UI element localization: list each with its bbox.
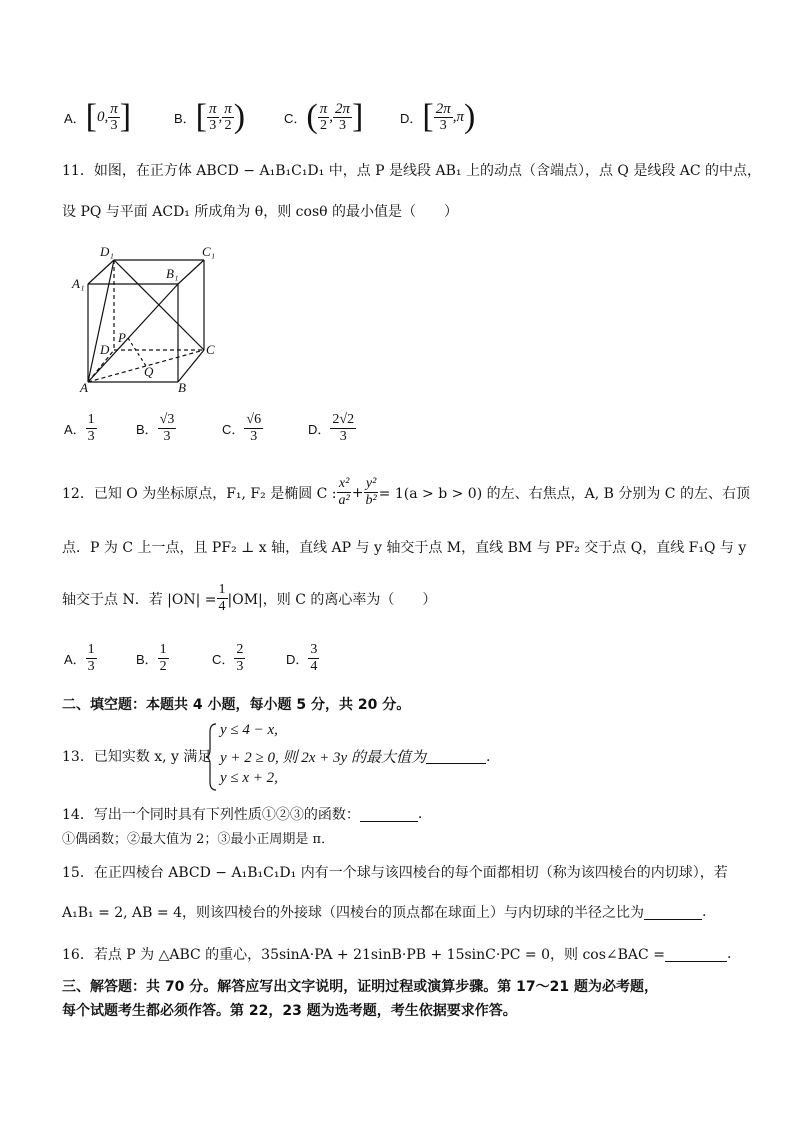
q11-line1: 11．如图，在正方体 ABCD − A₁B₁C₁D₁ 中，点 P 是线段 AB₁ 上的动点（含端点），点 Q 是线段 AC 的中点，	[62, 163, 762, 179]
q10-option-a: A． [ 0, $\frac{\pi}{3}$ ]	[64, 98, 132, 135]
segment-AB1	[88, 284, 178, 382]
label-A: A	[80, 380, 88, 394]
q10-option-b: B． [ $\frac{\pi}{3}$ , $\frac{\pi}{2}$ )	[174, 98, 246, 135]
label-B1: B₁	[166, 266, 179, 281]
segment-AD1	[88, 260, 114, 382]
edge-BC	[178, 350, 204, 382]
label-C: C	[206, 342, 215, 357]
label-B: B	[178, 380, 186, 394]
label-D: D	[100, 342, 110, 357]
q13-answer-blank[interactable]	[426, 749, 486, 764]
q13-brace	[206, 722, 218, 792]
label-P: P	[118, 330, 126, 345]
q12-line1: 12．已知 O 为坐标原点，F₁, F₂ 是椭圆 C : $\frac{\text{x²}}{\text{a²}}$ + $\frac{\text{y²}}{\text{b²}}$ = 1(a > b > 0) 的左、右焦点，A, B 分别为 C 的左、右顶	[62, 476, 750, 508]
q15-line2: A₁B₁ = 2, AB = 4，则该四棱台的外接球（四棱台的顶点都在球面上）与内切球的半径之比为 .	[62, 904, 707, 921]
q12-option-b: B． $\frac{1}{2}$	[136, 642, 167, 674]
q12-option-d: D． $\frac{3}{4}$	[286, 642, 318, 674]
q11-option-c: C． $\frac{√6}{3}$	[222, 412, 262, 444]
label-A1: A₁	[72, 276, 85, 291]
q11-option-a: A． $\frac{1}{3}$	[64, 412, 95, 444]
q12-line3: 轴交于点 N．若 |ON| = $\frac{1}{4}$ |OM|，则 C 的离心率为（ ）	[62, 582, 437, 614]
q11-option-b: B． $\frac{√3}{3}$	[136, 412, 175, 444]
label-D1: D₁	[100, 244, 114, 259]
q11-option-d: D． $\frac{2√2}{3}$	[308, 412, 355, 444]
q12-line2: 点．P 为 C 上一点，且 PF₂ ⊥ x 轴，直线 AP 与 y 轴交于点 M，直线 BM 与 PF₂ 交于点 Q，直线 F₁Q 与 y	[62, 540, 747, 556]
q12-option-a: A． $\frac{1}{3}$	[64, 642, 95, 674]
q16-line: 16．若点 P 为 △ABC 的重心，35sinA·PA + 21sinB·PB + 15sinC·PC = 0，则 cos∠BAC = .	[62, 946, 732, 963]
section2-heading: 二、填空题：本题共 4 小题，每小题 5 分，共 20 分。	[62, 697, 411, 713]
q14-line2: ①偶函数；②最大值为 2；③最小正周期是 π．	[62, 832, 335, 847]
q16-answer-blank[interactable]	[665, 947, 727, 962]
q13-condition-1: y ≤ 4 − x,	[220, 722, 278, 738]
q11-cube-figure	[70, 242, 230, 394]
label-Q: Q	[144, 364, 154, 379]
edge-B1C1	[178, 260, 204, 284]
q12-option-c: C． $\frac{2}{3}$	[212, 642, 244, 674]
q15-answer-blank[interactable]	[644, 905, 702, 920]
q11-line2: 设 PQ 与平面 ACD₁ 所成角为 θ，则 cosθ 的最小值是（ ）	[62, 204, 459, 220]
segment-PQ	[128, 338, 146, 366]
section3-heading-line2: 每个试题考生都必须作答。第 22，23 题为选考题，考生依据要求作答。	[62, 1003, 517, 1019]
q13-prefix: 13．已知实数 x, y 满足	[62, 749, 212, 765]
q10-option-d: D． [ $\frac{2\pi}{3}$ ,π )	[400, 98, 476, 135]
q14-answer-blank[interactable]	[360, 807, 418, 822]
label-C1: C₁	[202, 244, 216, 259]
section3-heading-line1: 三、解答题：共 70 分。解答应写出文字说明，证明过程或演算步骤。第 17～21 题为必考题，	[62, 979, 658, 995]
q13-condition-2: y + 2 ≥ 0, 则 2x + 3y 的最大值为 .	[220, 748, 491, 766]
q10-option-c: C． ( $\frac{\pi}{2}$ , $\frac{2\pi}{3}$ ]	[284, 98, 364, 135]
q15-line1: 15．在正四棱台 ABCD − A₁B₁C₁D₁ 内有一个球与该四棱台的每个面都相切（称为该四棱台的内切球），若	[62, 865, 728, 881]
q14-line1: 14．写出一个同时具有下列性质①②③的函数： .	[62, 806, 423, 823]
q13-condition-3: y ≤ x + 2,	[220, 770, 278, 786]
